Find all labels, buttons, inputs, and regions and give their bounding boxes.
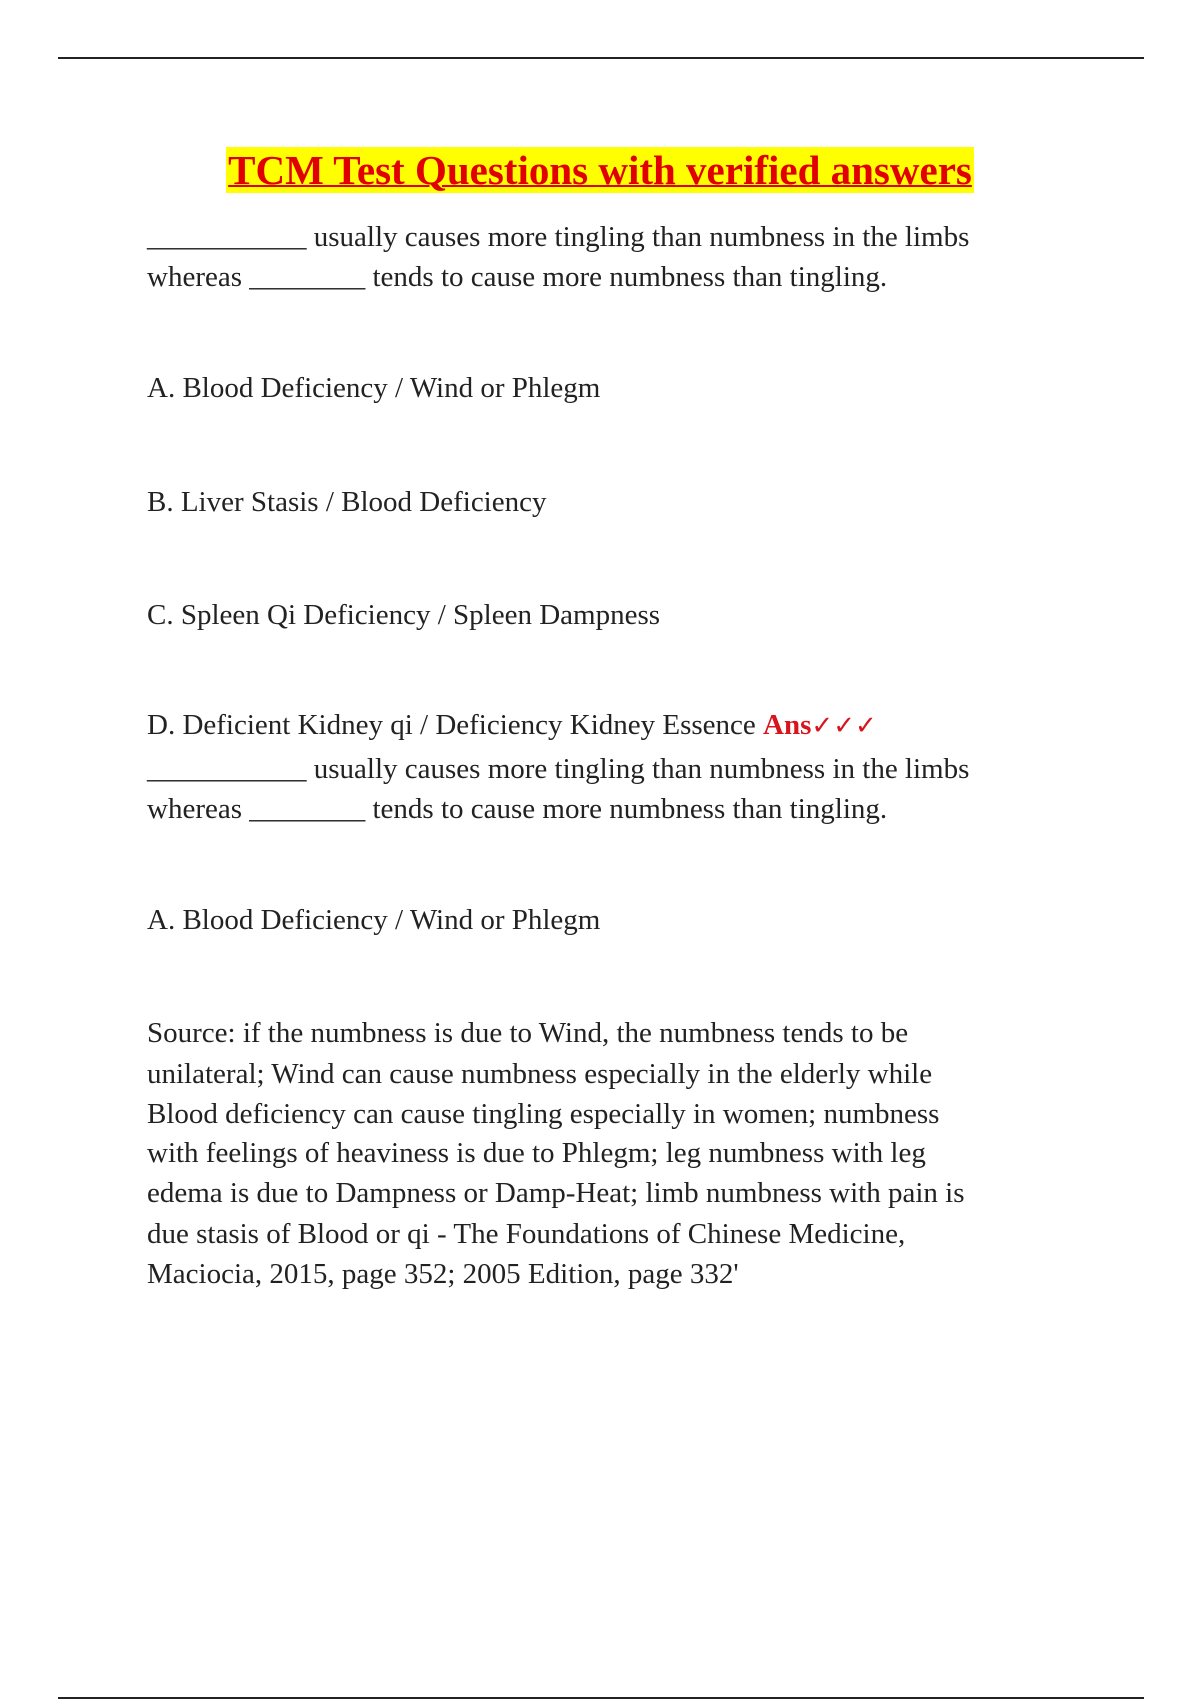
source-line: edema is due to Dampness or Damp-Heat; limb numbness with pain is [147, 1177, 965, 1209]
page-title-wrap [0, 146, 1200, 194]
question-line: ___________ usually causes more tingling than numbness in the limbs [147, 221, 970, 253]
bottom-rule [58, 1697, 1144, 1699]
answer-label: Ans [763, 709, 812, 741]
top-rule [58, 57, 1144, 59]
source-line: unilateral; Wind can cause numbness especially in the elderly while [147, 1058, 933, 1090]
option-b: B. Liver Stasis / Blood Deficiency [147, 486, 547, 518]
question-line: whereas ________ tends to cause more numbness than tingling. [147, 261, 888, 293]
option-d-row [147, 707, 877, 744]
answer-question-line: whereas ________ tends to cause more numbness than tingling. [147, 793, 888, 825]
source-line: Maciocia, 2015, page 352; 2005 Edition, page 332' [147, 1258, 739, 1290]
source-line: with feelings of heaviness is due to Phlegm; leg numbness with leg [147, 1137, 926, 1169]
page-title: TCM Test Questions with verified answers [228, 147, 972, 193]
correct-answer: A. Blood Deficiency / Wind or Phlegm [147, 904, 601, 936]
option-d: D. Deficient Kidney qi / Deficiency Kidney Essence [147, 709, 756, 741]
source-line: Source: if the numbness is due to Wind, the numbness tends to be [147, 1017, 909, 1049]
checkmark-icon: ✓✓✓ [811, 711, 877, 740]
option-c: C. Spleen Qi Deficiency / Spleen Dampness [147, 599, 661, 631]
source-line: Blood deficiency can cause tingling especially in women; numbness [147, 1098, 940, 1130]
source-line: due stasis of Blood or qi - The Foundations of Chinese Medicine, [147, 1218, 906, 1250]
answer-question-line: ___________ usually causes more tingling than numbness in the limbs [147, 753, 970, 785]
option-a: A. Blood Deficiency / Wind or Phlegm [147, 372, 601, 404]
